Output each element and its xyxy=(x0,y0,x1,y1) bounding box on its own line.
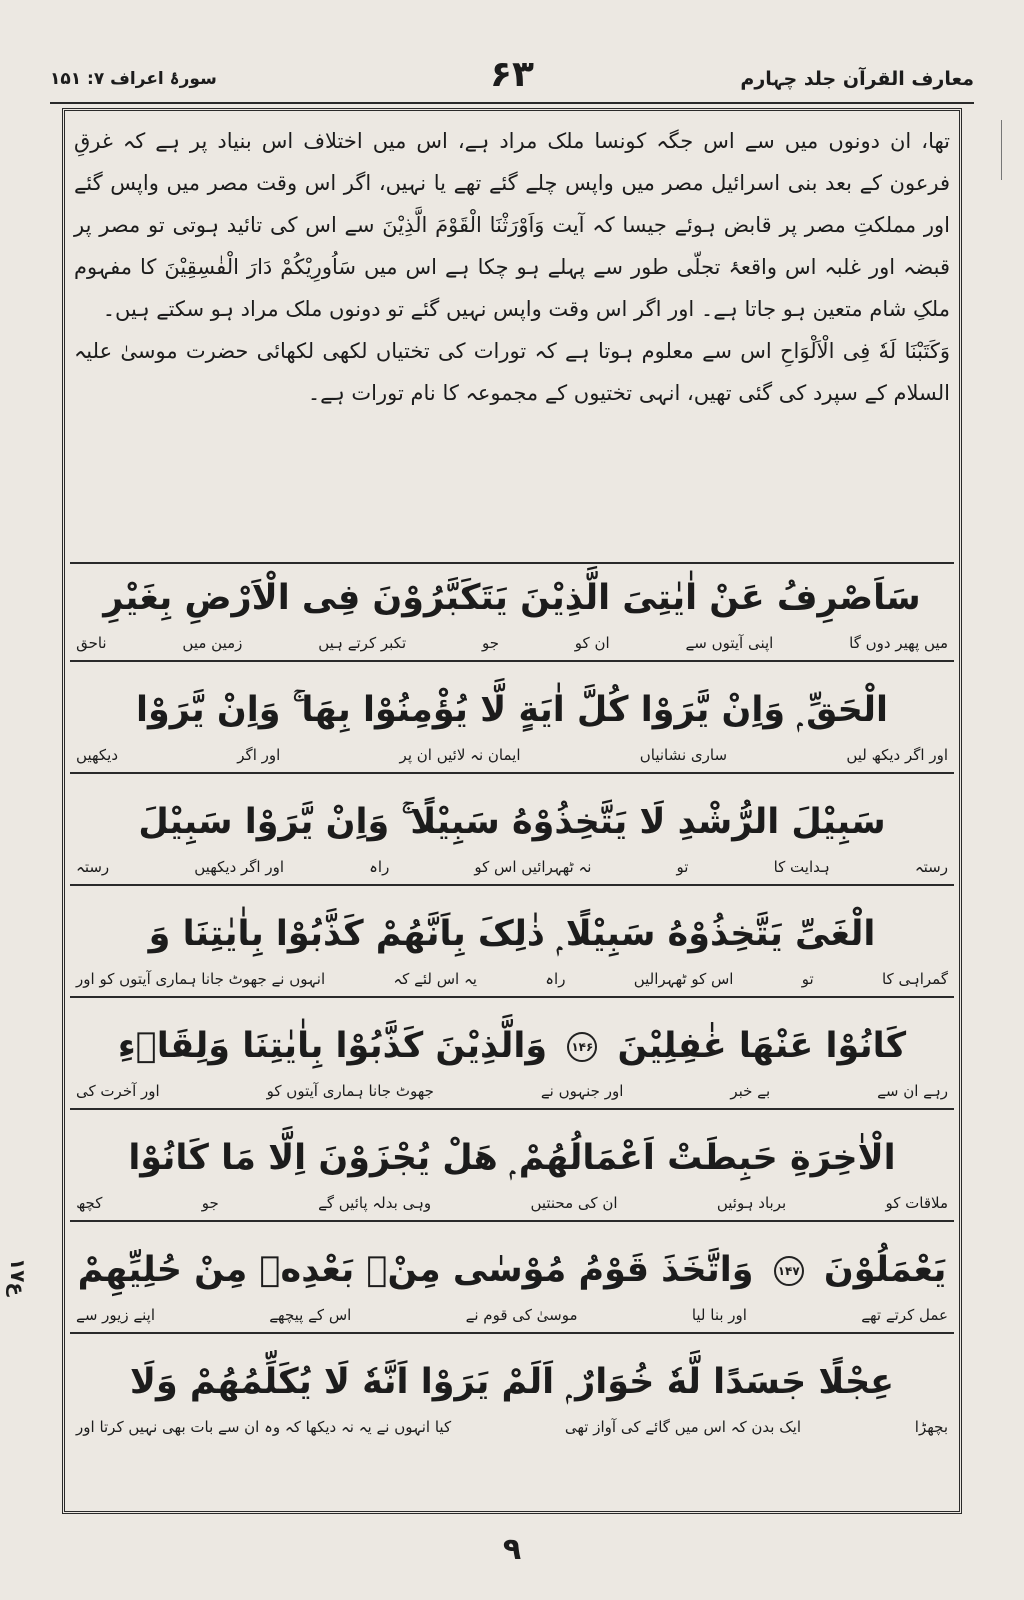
arabic-text xyxy=(70,1016,954,1076)
word-meanings xyxy=(70,1188,954,1218)
meaning-word: کچھ xyxy=(76,1194,103,1212)
arabic-text xyxy=(70,1240,954,1300)
meaning-word: عمل کرتے تھے xyxy=(861,1306,948,1324)
arabic-text: عِجْلًا جَسَدًا لَّهٗ خُوَارٌ ۭ اَلَمْ یَرَوْا اَنَّهٗ لَا یُکَلِّمُهُمْ وَلَا xyxy=(129,1362,895,1402)
word-meanings xyxy=(70,964,954,994)
line-divider xyxy=(70,884,954,886)
word-meanings xyxy=(70,852,954,882)
meaning-word: زمین میں xyxy=(182,634,243,652)
meaning-word: اور بنا لیا xyxy=(691,1306,747,1324)
meaning-word: برباد ہوئیں xyxy=(716,1194,787,1212)
meaning-word: کیا انہوں نے یہ نہ دیکھا کہ وہ ان سے بات بھی نہیں کرتا اور xyxy=(76,1418,452,1436)
margin-mark xyxy=(1001,120,1016,180)
line-divider xyxy=(70,996,954,998)
surah-reference: سورۂ اعراف ۷: ۱۵۱ xyxy=(50,69,217,89)
meaning-word: رہے ان سے xyxy=(877,1082,948,1100)
meaning-word: ملاقات کو xyxy=(885,1194,948,1212)
meaning-word: اور اگر دیکھیں xyxy=(194,858,285,876)
meaning-word: تو xyxy=(801,970,814,988)
meaning-word: رستہ xyxy=(76,858,110,876)
word-meanings xyxy=(70,1076,954,1106)
verse-line xyxy=(70,680,954,770)
word-meanings xyxy=(70,1412,954,1442)
meaning-word: ناحق xyxy=(76,634,107,652)
meaning-word: جھوٹ جانا ہماری آیتوں کو xyxy=(266,1082,434,1100)
arabic-segment: وَالَّذِیْنَ کَذَّبُوْا بِاٰیٰتِنَا وَلِقَاۗءِ xyxy=(117,1026,548,1066)
meaning-word: راہ xyxy=(369,858,390,876)
page-number: ۶۳ xyxy=(490,54,534,95)
line-divider xyxy=(70,1108,954,1110)
arabic-text: الْحَقِّ ۭ وَاِنْ یَّرَوْا کُلَّ اٰیَةٍ لَّا یُؤْمِنُوْا بِهَا ۚ وَاِنْ یَّرَوْا xyxy=(135,690,889,730)
meaning-word: ساری نشانیاں xyxy=(639,746,728,764)
meaning-word: راہ xyxy=(545,970,566,988)
meaning-word: انہوں نے جھوٹ جانا ہماری آیتوں کو اور xyxy=(76,970,326,988)
meaning-word: موسیٰ کی قوم نے xyxy=(465,1306,578,1324)
footer-signature: ۹ xyxy=(502,1532,522,1567)
arabic-text: الْاٰخِرَةِ حَبِطَتْ اَعْمَالُهُمْ ۭ هَلْ یُجْزَوْنَ اِلَّا مَا کَانُوْا xyxy=(128,1138,896,1178)
commentary-paragraph: وَکَتَبْنَا لَهٗ فِی الْاَلْوَاحِ اس سے معلوم ہوتا ہے کہ تورات کی تختیاں لکھی لکھائی حضرت موسیٰ علیہ السلام کے سپرد کی گئی تھیں، انہی تختیوں کے مجموعہ کا نام تورات ہے۔ xyxy=(74,339,950,405)
meaning-word: میں پھیر دوں گا xyxy=(849,634,948,652)
meaning-word: اور جنہوں نے xyxy=(540,1082,624,1100)
commentary xyxy=(74,120,950,414)
ruku-marker: ۱۷ع xyxy=(6,1258,30,1297)
verse-line xyxy=(70,904,954,994)
arabic-segment: یَعْمَلُوْنَ xyxy=(823,1250,947,1290)
meaning-word: اور اگر دیکھ لیں xyxy=(846,746,948,764)
book-title: معارف القرآن جلد چہارم xyxy=(740,68,974,90)
verse-line xyxy=(70,792,954,882)
arabic-text: الْغَیِّ یَتَّخِذُوْهُ سَبِیْلًا ۭ ذٰلِکَ بِاَنَّهُمْ کَذَّبُوْا بِاٰیٰتِنَا وَ xyxy=(148,914,876,954)
meaning-word: اس کو ٹھہرالیں xyxy=(633,970,734,988)
verse-line xyxy=(70,1128,954,1218)
commentary-paragraph: تھا، ان دونوں میں سے اس جگہ کونسا ملک مراد ہے، اس میں اختلاف اس بنیاد پر ہے کہ غرقِ فرعون کے بعد بنی اسرائیل مصر میں واپس چلے گئے تھے یا نہیں، اگر اس وقت مصر میں واپس گئے اور مملکتِ مصر پر قابض ہوئے جیسا کہ آیت وَاَوْرَثْنَا الْقَوْمَ الَّذِیْنَ سے اس کی تائید ہوتی تو مصر پر قبضہ اور غلبہ اس واقعۂ تجلّی طور سے پہلے ہو چکا ہے اس میں سَاُورِیْکُمْ دَارَ الْفٰسِقِیْنَ کا مفہوم ملکِ شام متعین ہو جاتا ہے۔ اور اگر اس وقت واپس نہیں گئے تو دونوں ملک مراد ہو سکتے ہیں۔ xyxy=(74,129,950,321)
verse-line xyxy=(70,1240,954,1330)
arabic-text: سَبِیْلَ الرُّشْدِ لَا یَتَّخِذُوْهُ سَبِیْلًا ۚ وَاِنْ یَّرَوْا سَبِیْلَ xyxy=(138,802,886,842)
word-meanings xyxy=(70,1300,954,1330)
meaning-word: اور اگر xyxy=(237,746,281,764)
meaning-word: جو xyxy=(201,1194,219,1212)
arabic-segment: کَانُوْا عَنْهَا غٰفِلِیْنَ xyxy=(617,1026,907,1066)
verse-number-marker: ۱۴۷ xyxy=(774,1256,804,1286)
arabic-text: سَاَصْرِفُ عَنْ اٰیٰتِیَ الَّذِیْنَ یَتَکَبَّرُوْنَ فِی الْاَرْضِ بِغَیْرِ xyxy=(103,578,921,618)
meaning-word: جو xyxy=(481,634,499,652)
meaning-word: ان کو xyxy=(574,634,610,652)
meaning-word: وہی بدلہ پائیں گے xyxy=(318,1194,432,1212)
meaning-word: ایک بدن کہ اس میں گائے کی آواز تھی xyxy=(564,1418,801,1436)
meaning-word: رستہ xyxy=(914,858,948,876)
word-meanings xyxy=(70,628,954,658)
line-divider xyxy=(70,1220,954,1222)
meaning-word: ہدایت کا xyxy=(773,858,830,876)
meaning-word: ان کی محنتیں xyxy=(530,1194,618,1212)
meaning-word: بے خبر xyxy=(730,1082,771,1100)
meaning-word: نہ ٹھہرائیں اس کو xyxy=(474,858,592,876)
meaning-word: ایمان نہ لائیں ان پر xyxy=(399,746,521,764)
meaning-word: تکبر کرتے ہیں xyxy=(318,634,407,652)
meaning-word: اس کے پیچھے xyxy=(269,1306,352,1324)
page-header xyxy=(50,54,974,100)
line-divider xyxy=(70,660,954,662)
meaning-word: گمراہی کا xyxy=(881,970,948,988)
meaning-word: اور آخرت کی xyxy=(76,1082,160,1100)
section-divider xyxy=(70,562,954,564)
meaning-word: اپنی آیتوں سے xyxy=(685,634,774,652)
arabic-segment: وَاتَّخَذَ قَوْمُ مُوْسٰی مِنْۢ بَعْدِهٖ مِنْ حُلِیِّهِمْ xyxy=(77,1250,754,1290)
meaning-word: بچھڑا xyxy=(914,1418,948,1436)
line-divider xyxy=(70,772,954,774)
verse-line xyxy=(70,1016,954,1106)
word-meanings xyxy=(70,740,954,770)
header-rule xyxy=(50,102,974,104)
meaning-word: تو xyxy=(676,858,689,876)
meaning-word: اپنے زیور سے xyxy=(76,1306,155,1324)
meaning-word: یہ اس لئے کہ xyxy=(393,970,477,988)
meaning-word: دیکھیں xyxy=(76,746,119,764)
verse-number-marker: ۱۴۶ xyxy=(567,1032,597,1062)
verse-line xyxy=(70,1352,954,1442)
verse-line xyxy=(70,568,954,658)
line-divider xyxy=(70,1332,954,1334)
